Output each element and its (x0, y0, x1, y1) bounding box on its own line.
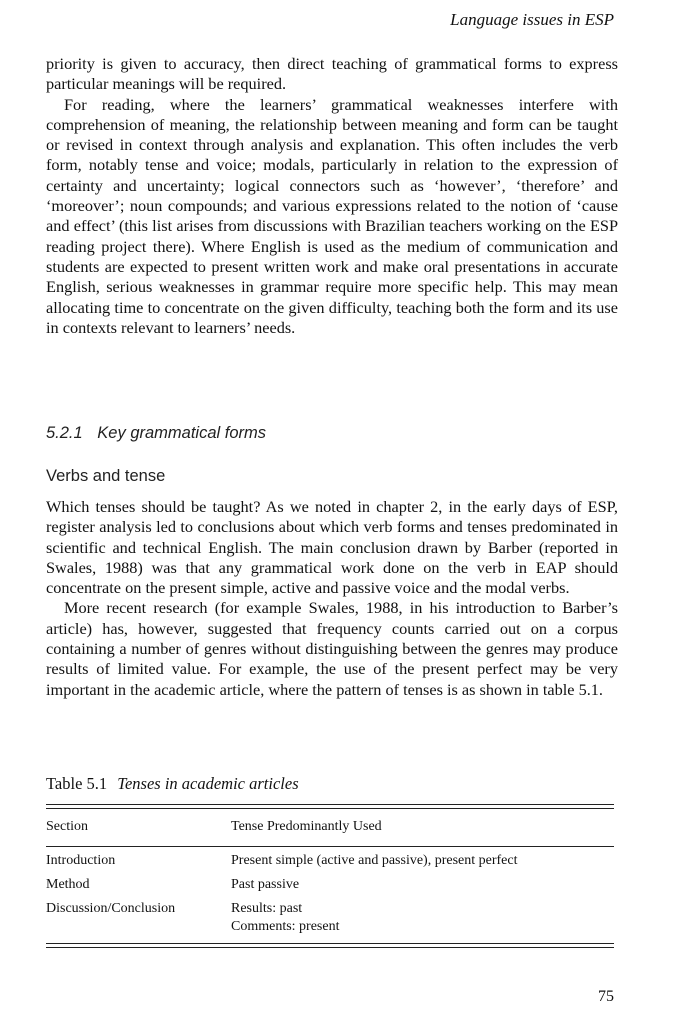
table-header-tense: Tense Predominantly Used (231, 819, 382, 834)
table-cell-tense: Present simple (active and passive), present perfect (231, 853, 518, 868)
table-cell-tense: Past passive (231, 877, 300, 892)
paragraph-research: More recent research (for example Swales, 1988, in his introduction to Barber’s article) has, however, suggested that frequency counts carried out on a corpus containing a number of genres without distinguishing between the genres may produce results of limited value. For example, the use of the present perfect may be very important in the academic article, where the pattern of tenses is as shown in table 5.1. (46, 598, 618, 699)
paragraph-tenses: Which tenses should be taught? As we noted in chapter 2, in the early days of ESP, register analysis led to conclusions about which verb forms and tenses predominated in scientific and technical English. The main conclusion drawn by Barber (reported in Swales, 1988) was that any grammatical work done on the verb in EAP should concentrate on the present simple, active and passive voice and the modal verbs. (46, 497, 618, 598)
body-text-top (46, 54, 618, 338)
section-heading (46, 424, 266, 443)
table-cell-tense: Results: past (231, 901, 303, 916)
table-cell-tense-line2: Comments: present (231, 919, 340, 934)
table-top-rule-second (46, 808, 614, 809)
table-cell-section: Introduction (46, 853, 116, 868)
table-cell-section: Discussion/Conclusion (46, 901, 176, 916)
table-top-rule (46, 804, 614, 805)
paragraph-continuation: priority is given to accuracy, then direct teaching of grammatical forms to express particular meanings will be required. (46, 54, 618, 94)
table-bottom-rule (46, 943, 614, 944)
page-number: 75 (598, 988, 614, 1005)
running-head: Language issues in ESP (450, 10, 614, 29)
table-bottom-rule-second (46, 947, 614, 948)
table-header-section: Section (46, 819, 88, 834)
paragraph-reading: For reading, where the learners’ grammatical weaknesses interfere with comprehension of meaning, the relationship between meaning and form can be taught or revised in context through analysis and explanation. This often includes the verb form, notably tense and voice; modals, particularly in relation to the expression of certainty and uncertainty; logical connectors such as ‘however’, ‘therefore’ and ‘moreover’; noun compounds; and various expressions related to the notion of ‘cause and effect’ (this list arises from discussions with Brazilian teachers working on the ESP reading project there). Where English is used as the medium of communication and students are expected to present written work and make oral presentations in accurate English, serious weaknesses in grammar require more specific help. This may mean allocating time to concentrate on the given difficulty, teaching both the form and its use in contexts relevant to learners’ needs. (46, 94, 618, 337)
sub-heading: Verbs and tense (46, 467, 166, 485)
body-text-bottom (46, 497, 618, 700)
table-caption-title: Tenses in academic articles (117, 774, 299, 793)
table-caption (46, 774, 299, 794)
section-title: Key grammatical forms (97, 424, 267, 442)
table-header-rule (46, 846, 614, 847)
section-number: 5.2.1 (46, 424, 83, 442)
table-caption-label: Table 5.1 (46, 774, 108, 793)
table-cell-section: Method (46, 877, 90, 892)
